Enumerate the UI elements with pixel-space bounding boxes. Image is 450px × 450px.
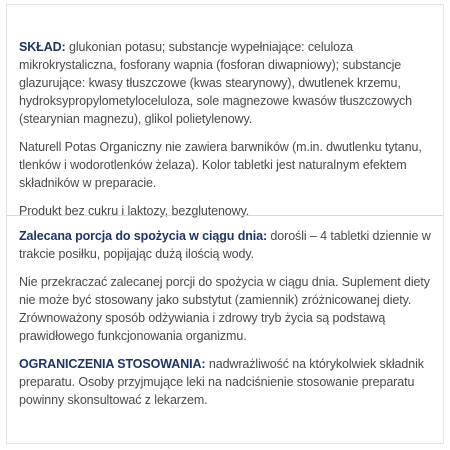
portion-text: dorośli – 4 tabletki dziennie w trakcie posiłku, popijając dużą ilością wody.	[19, 229, 431, 261]
section-divider	[7, 215, 443, 216]
composition-label: SKŁAD:	[19, 40, 66, 54]
usage-section	[19, 227, 433, 419]
warning-paragraph: Nie przekraczać zalecanej porcji do spożycia w ciągu dnia. Suplement diety nie może być stosowany jako substytut (zamiennik) zróżnicowanej diety. Zrównoważony sposób odżywiania i zdrowy tryb życia są podstawą prawidłowego funkcjonowania organizmu.	[19, 275, 430, 343]
composition-text: glukonian potasu; substancje wypełniające: celuloza mikrokrystaliczna, fosforany wapnia (fosforan diwapniowy); substancje glazurujące: kwasy tłuszczowe (kwas stearynowy), dwutlenek krzemu, hydroksypropylometyloceluloza, sole magnezowe kwasów tłuszczowych (stearynian magnezu), glikol polietylenowy.	[19, 40, 412, 126]
limits-text: nadwrażliwość na którykolwiek składnik preparatu. Osoby przyjmujące leki na nadciśnienie stosowanie preparatu powinny skonsultować z lekarzem.	[19, 357, 424, 407]
label-panel	[6, 4, 444, 444]
limits-label: OGRANICZENIA STOSOWANIA:	[19, 357, 206, 371]
composition-paragraph	[19, 38, 433, 128]
free-from-note: Produkt bez cukru i laktozy, bezglutenowy.	[19, 204, 250, 218]
no-colorants-note: Naturell Potas Organiczny nie zawiera barwników (m.in. dwutlenku tytanu, tlenków i wodorotlenków żelaza). Kolor tabletki jest naturalnym efektem składników w preparacie.	[19, 140, 422, 190]
limits-paragraph	[19, 355, 433, 409]
portion-paragraph	[19, 227, 433, 263]
composition-section	[19, 38, 433, 230]
portion-label: Zalecana porcja do spożycia w ciągu dnia:	[19, 229, 268, 243]
